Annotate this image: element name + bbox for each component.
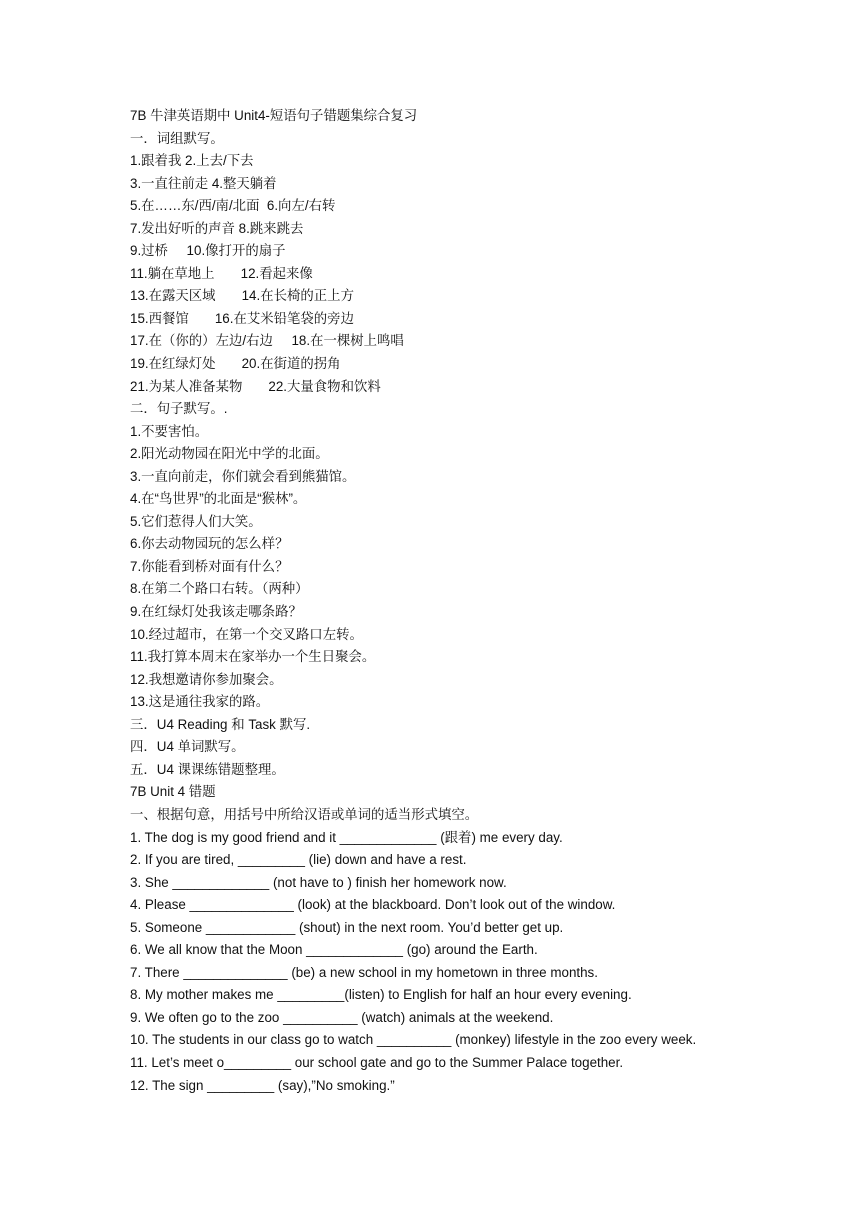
section-heading-phrases: 一．词组默写。 xyxy=(130,130,224,146)
exercise-item: 2. If you are tired, _________ (lie) down and have a rest. xyxy=(130,852,467,868)
exercise-item: 11. Let’s meet o_________ our school gate and go to the Summer Palace together. xyxy=(130,1054,624,1070)
phrase-line: 11.躺在草地上 12.看起来像 xyxy=(130,265,313,281)
section-heading-sentences: 二．句子默写。. xyxy=(130,401,228,417)
phrase-line: 17.在（你的）左边/右边 18.在一棵树上鸣唱 xyxy=(130,333,404,349)
phrase-line: 13.在露天区域 14.在长椅的正上方 xyxy=(130,288,354,304)
exercise-item: 5. Someone ____________ (shout) in the next room. You’d better get up. xyxy=(130,919,564,935)
phrase-line: 15.西餐馆 16.在艾米铅笔袋的旁边 xyxy=(130,310,354,326)
phrase-line: 21.为某人准备某物 22.大量食物和饮料 xyxy=(130,378,381,394)
exercise-item: 10. The students in our class go to watch __________ (monkey) lifestyle in the zoo every week. xyxy=(130,1032,697,1048)
phrase-line: 5.在……东/西/南/北面 6.向左/右转 xyxy=(130,198,336,214)
exercise-item: 7. There ______________ (be) a new school in my hometown in three months. xyxy=(130,964,598,980)
phrase-line: 9.过桥 10.像打开的扇子 xyxy=(130,243,286,259)
section-heading-reading-task: 三．U4 Reading 和 Task 默写. xyxy=(130,716,311,732)
sentence-line: 13.这是通往我家的路。 xyxy=(130,694,270,710)
exercise-item: 9. We often go to the zoo __________ (watch) animals at the weekend. xyxy=(130,1009,554,1025)
exercise-item: 4. Please ______________ (look) at the blackboard. Don’t look out of the window. xyxy=(130,897,616,913)
document-title: 7B 牛津英语期中 Unit4-短语句子错题集综合复习 xyxy=(130,108,418,123)
sentence-line: 12.我想邀请你参加聚会。 xyxy=(130,671,283,687)
phrase-line: 1.跟着我 2.上去/下去 xyxy=(130,153,254,169)
phrase-line: 19.在红绿灯处 20.在街道的拐角 xyxy=(130,356,341,372)
exercise-item: 3. She _____________ (not have to ) finish her homework now. xyxy=(130,874,507,890)
sentence-line: 5.它们惹得人们大笑。 xyxy=(130,513,262,529)
sentence-line: 3.一直向前走，你们就会看到熊猫馆。 xyxy=(130,468,356,484)
exercise-item: 12. The sign _________ (say),”No smoking.” xyxy=(130,1077,395,1093)
section-heading-vocabulary: 四．U4 单词默写。 xyxy=(130,739,245,755)
exercise-instructions: 一、根据句意，用括号中所给汉语或单词的适当形式填空。 xyxy=(130,806,479,822)
sentence-line: 8.在第二个路口右转。（两种） xyxy=(130,581,309,597)
exercise-item: 1. The dog is my good friend and it _____________ (跟着) me every day. xyxy=(130,829,563,845)
sentence-line: 9.在红绿灯处我该走哪条路？ xyxy=(130,604,302,620)
document-body xyxy=(130,105,730,1097)
phrase-line: 7.发出好听的声音 8.跳来跳去 xyxy=(130,220,304,236)
section-heading-error-review: 五．U4 课课练错题整理。 xyxy=(130,761,285,777)
phrase-line: 3.一直往前走 4.整天躺着 xyxy=(130,175,277,191)
sentence-line: 2.阳光动物园在阳光中学的北面。 xyxy=(130,446,329,462)
sentence-line: 7.你能看到桥对面有什么？ xyxy=(130,558,289,574)
exercise-item: 6. We all know that the Moon _____________ (go) around the Earth. xyxy=(130,942,538,958)
sentence-line: 11.我打算本周末在家举办一个生日聚会。 xyxy=(130,649,376,665)
subtitle-unit4-errors: 7B Unit 4 错题 xyxy=(130,784,216,800)
sentence-line: 1.不要害怕。 xyxy=(130,423,209,439)
sentence-line: 10.经过超市，在第一个交叉路口左转。 xyxy=(130,626,363,642)
exercise-item: 8. My mother makes me _________(listen) to English for half an hour every evening. xyxy=(130,987,632,1003)
sentence-line: 4.在“鸟世界”的北面是“猴林”。 xyxy=(130,491,307,507)
sentence-line: 6.你去动物园玩的怎么样？ xyxy=(130,536,289,552)
